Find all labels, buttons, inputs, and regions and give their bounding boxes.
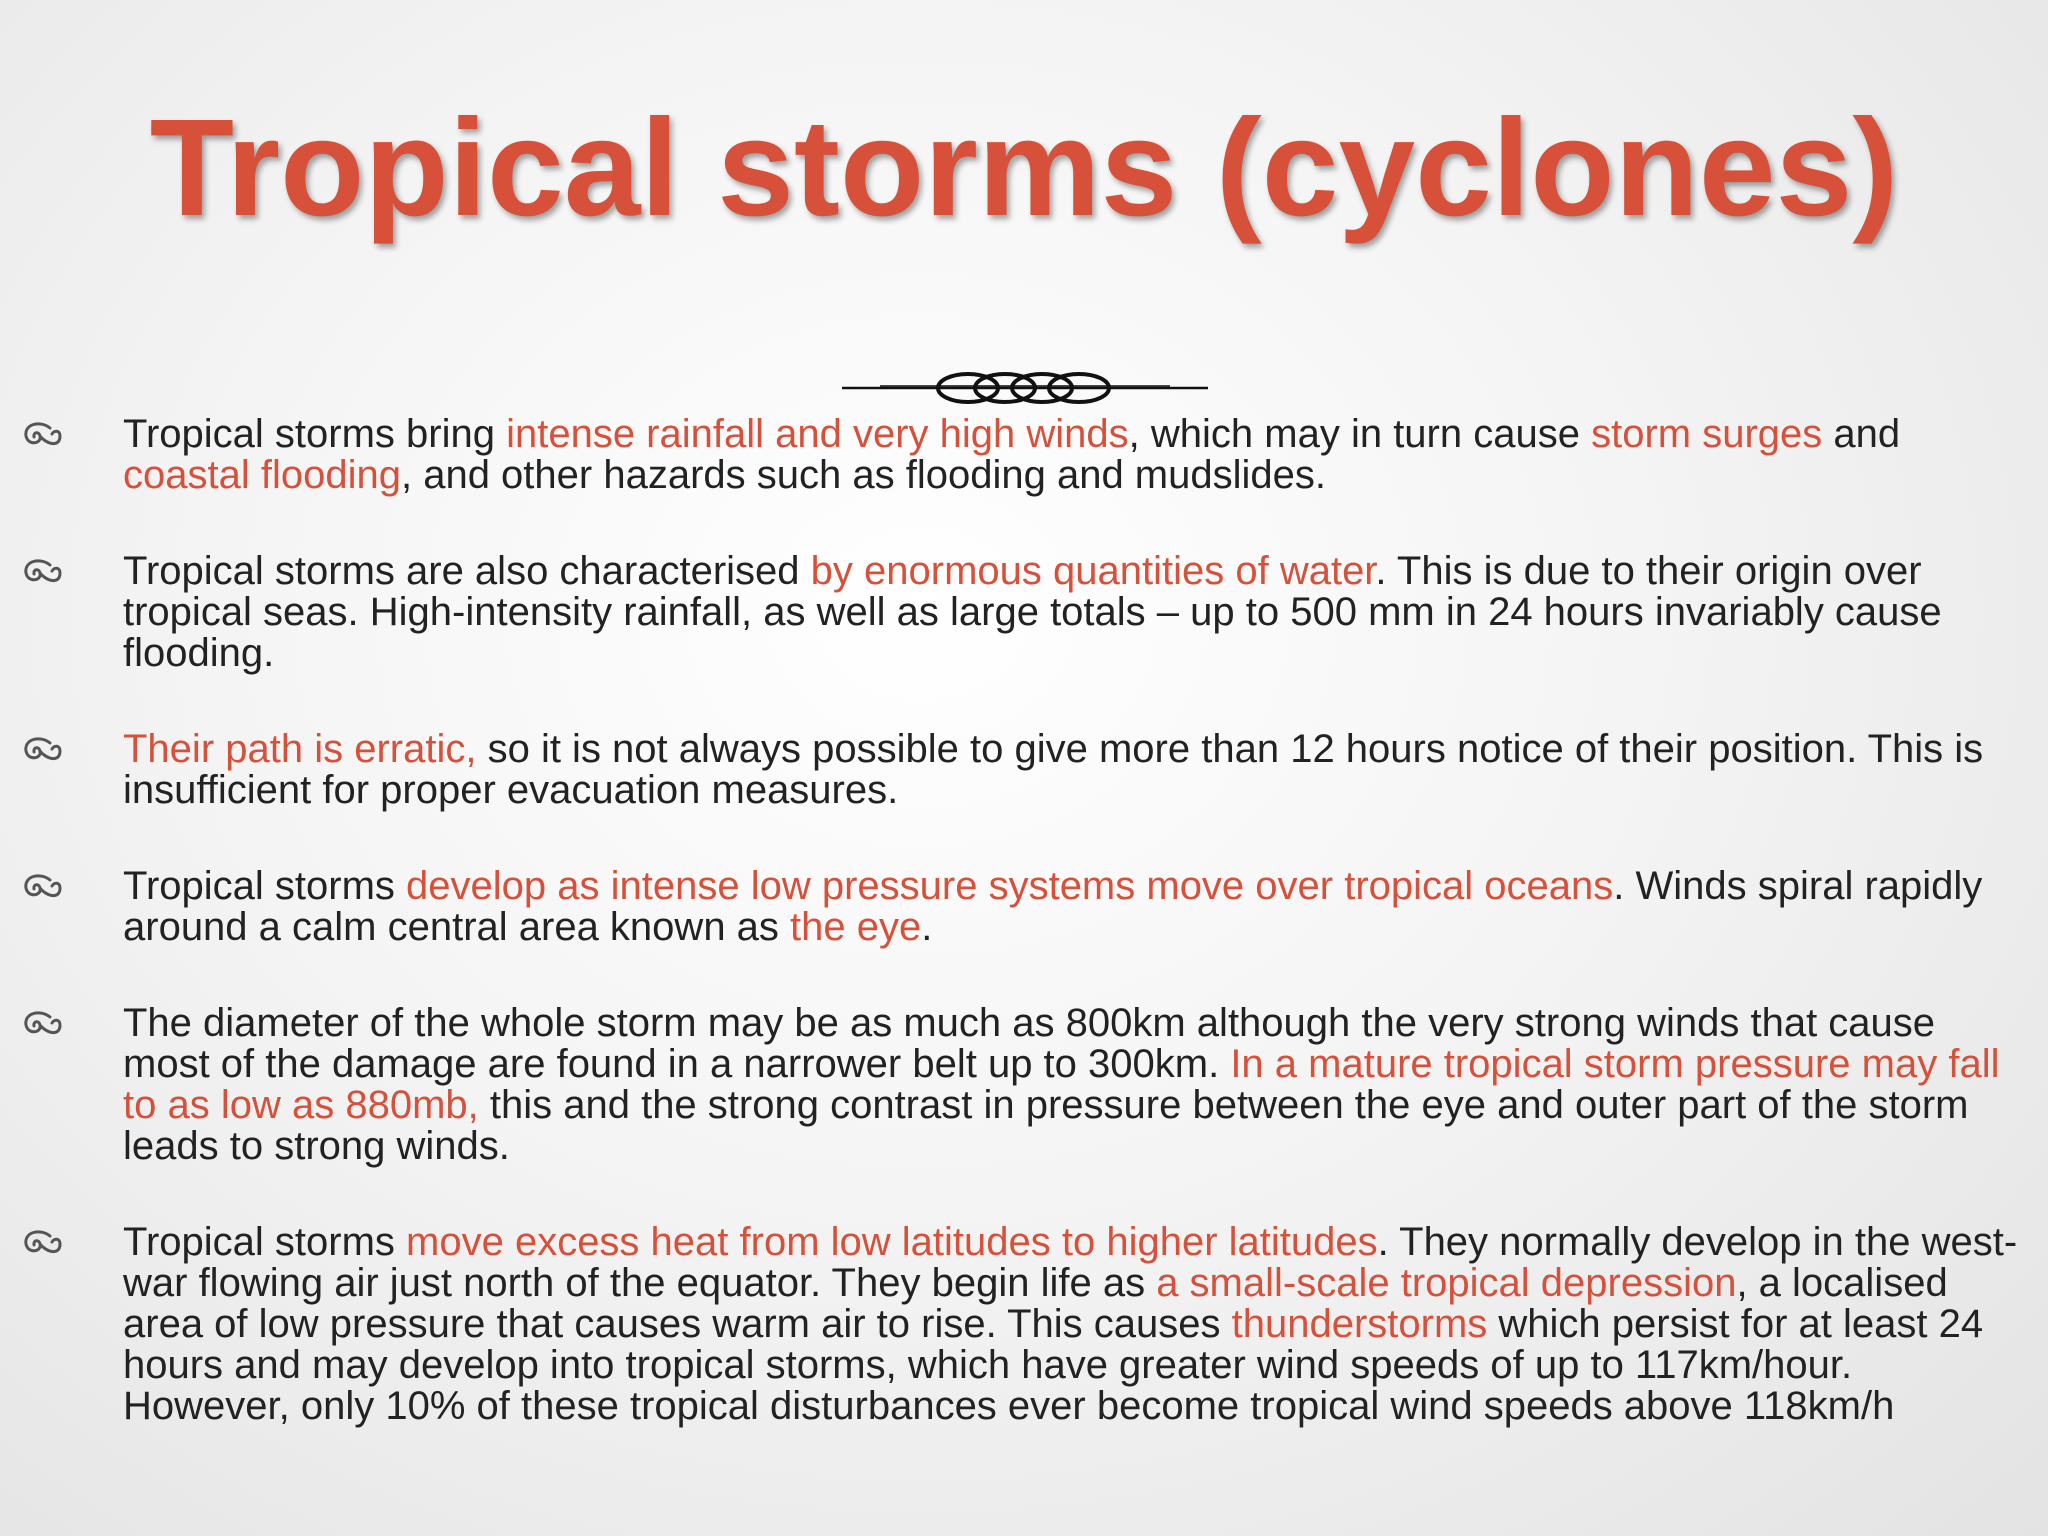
bullet-text — [123, 864, 1982, 949]
body-text: , which may in turn cause — [1128, 412, 1592, 456]
highlighted-text: a small-scale tropical depression — [1156, 1261, 1737, 1305]
highlighted-text: intense rainfall and very high winds — [506, 412, 1129, 456]
curl-bullet-icon — [20, 1007, 64, 1041]
highlighted-text: by enormous quantities of water — [810, 549, 1376, 593]
body-text: Tropical storms — [123, 1220, 407, 1264]
curl-bullet-icon — [20, 733, 64, 767]
bullet-list — [0, 414, 2048, 1427]
list-item — [0, 551, 2048, 674]
highlighted-text: move excess heat from low latitudes to higher latitudes — [406, 1220, 1378, 1264]
curl-bullet-icon — [20, 418, 64, 452]
body-text: and — [1822, 412, 1901, 456]
slide-title: Tropical storms (cyclones) — [149, 91, 1899, 245]
highlighted-text: coastal flooding — [123, 453, 401, 497]
body-text: , and other hazards such as flooding and mudslides. — [400, 453, 1326, 497]
bullet-text — [123, 1001, 1999, 1168]
highlighted-text: storm surges — [1591, 412, 1823, 456]
body-text: . Winds spiral rapidly around a calm central area known as — [123, 864, 1983, 949]
list-item — [0, 729, 2048, 811]
bullet-text — [123, 1220, 2017, 1428]
body-text: so it is not always possible to give more than 12 hours notice of their position. This is insufficient for proper evacuation measures. — [123, 727, 1984, 812]
highlighted-text: Their path is erratic, — [123, 727, 477, 771]
body-text: . This is due to their origin over tropical seas. High-intensity rainfall, as well as large totals – up to 500 mm in 24 hours invariably cause flooding. — [123, 549, 1942, 675]
body-text: The diameter of the whole storm may be as much as 800km although the very strong winds that cause most of the damage are found in a narrower belt up to 300km. — [123, 1001, 1936, 1086]
bullet-text — [123, 412, 1900, 497]
highlighted-text: develop as intense low pressure systems move over tropical oceans — [406, 864, 1614, 908]
curl-bullet-icon — [20, 1226, 64, 1260]
list-item — [0, 1222, 2048, 1427]
body-text: , a localised area of low pressure that causes warm air to rise. This causes — [123, 1261, 1948, 1346]
curl-bullet-icon — [20, 555, 64, 589]
highlighted-text: thunderstorms — [1231, 1302, 1488, 1346]
body-text: Tropical storms — [123, 864, 407, 908]
body-text: . They normally develop in the west-war flowing air just north of the equator. They begin life as — [123, 1220, 2018, 1305]
list-item — [0, 414, 2048, 496]
list-item — [0, 1003, 2048, 1167]
scroll-ornament-icon — [840, 368, 1210, 408]
bullet-text — [123, 727, 1983, 812]
highlighted-text: the eye — [790, 905, 922, 949]
body-text: Tropical storms bring — [123, 412, 507, 456]
curl-bullet-icon — [20, 870, 64, 904]
body-text: this and the strong contrast in pressure between the eye and outer part of the storm leads to strong winds. — [123, 1083, 1969, 1168]
body-text: which persist for at least 24 hours and may develop into tropical storms, which have greater wind speeds of up to 117km/hour. However, only 10% of these tropical disturbances ever become tropical wind speeds above 118km/h — [123, 1302, 1984, 1428]
list-item — [0, 866, 2048, 948]
body-text: Tropical storms are also characterised — [123, 549, 811, 593]
body-text: . — [921, 905, 933, 949]
highlighted-text: In a mature tropical storm pressure may fall to as low as 880mb, — [123, 1042, 2000, 1127]
bullet-text — [123, 549, 1942, 675]
